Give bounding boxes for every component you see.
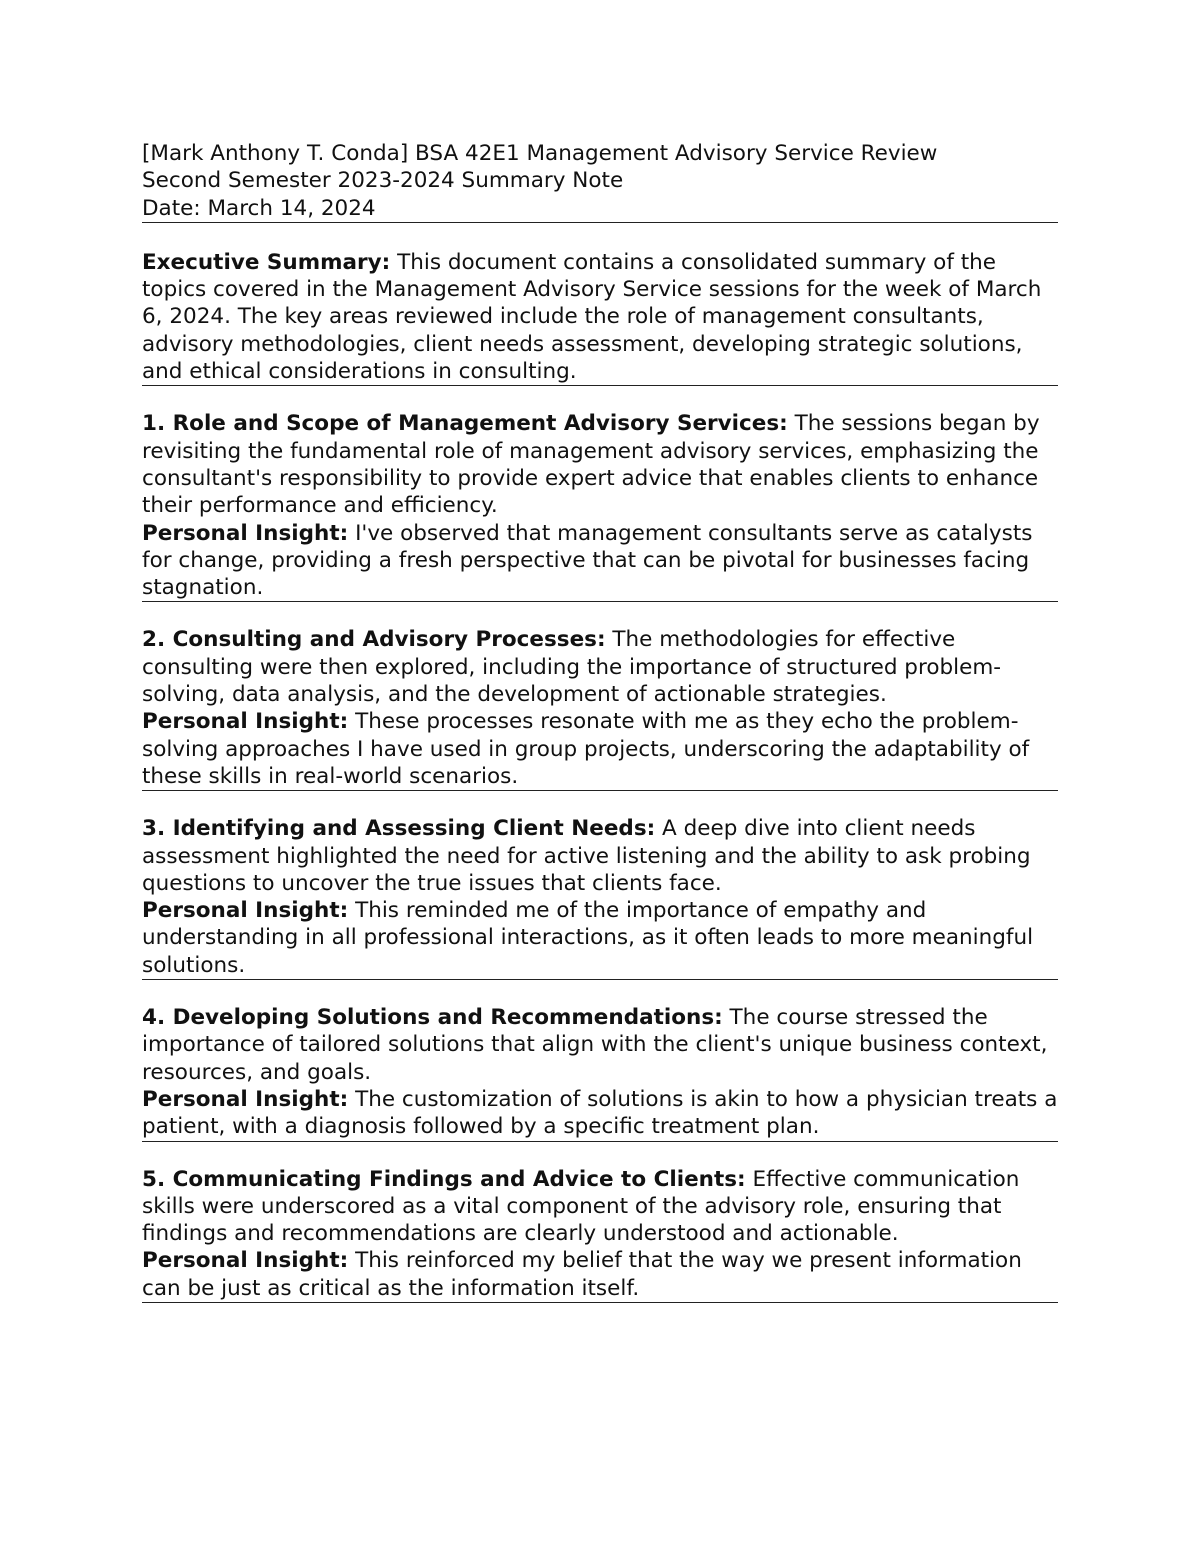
section-body	[142, 626, 1058, 708]
header-title-line: [Mark Anthony T. Conda] BSA 42E1 Management Advisory Service Review	[142, 141, 938, 166]
section-1	[142, 410, 1058, 602]
section-3	[142, 815, 1058, 980]
document-page	[142, 140, 1058, 1327]
insight-text: The customization of solutions is akin to how a physician treats a patient, with a diagnosis followed by a specific treatment plan.	[142, 1086, 1058, 1140]
executive-summary-label: Executive Summary:	[142, 249, 391, 275]
section-body	[142, 815, 1058, 897]
section-heading: 3. Identifying and Assessing Client Needs:	[142, 816, 656, 842]
section-body	[142, 1166, 1058, 1248]
executive-summary-text: This document contains a consolidated summary of the topics covered in the Management Advisory Service sessions for the week of March 6, 2024. The key areas reviewed include the role of management consultants, advisory methodologies, client needs assessment, developing strategic solutions, and ethical considerations in consulting.	[142, 249, 1042, 385]
insight-label: Personal Insight:	[142, 1248, 349, 1274]
insight-text: This reinforced my belief that the way we present information can be just as critical as the information itself.	[142, 1248, 1022, 1301]
insight-label: Personal Insight:	[142, 1086, 349, 1112]
section-5	[142, 1166, 1058, 1303]
section-heading: 4. Developing Solutions and Recommendations:	[142, 1005, 723, 1031]
section-text: Effective communication skills were underscored as a vital component of the advisory role, ensuring that findings and recommendations are clearly understood and actionable.	[142, 1166, 1020, 1247]
section-body	[142, 1004, 1058, 1086]
section-body	[142, 410, 1058, 519]
insight-label: Personal Insight:	[142, 898, 349, 924]
executive-summary	[142, 249, 1058, 386]
section-insight	[142, 1086, 1058, 1141]
insight-text: This reminded me of the importance of empathy and understanding in all professional interactions, as it often leads to more meaningful solutions.	[142, 898, 1034, 978]
executive-summary-paragraph	[142, 249, 1058, 385]
section-insight	[142, 897, 1058, 979]
section-insight	[142, 708, 1058, 790]
section-4	[142, 1004, 1058, 1141]
header-semester-line: Second Semester 2023-2024 Summary Note	[142, 168, 624, 194]
document-header	[142, 140, 1058, 223]
section-text: The sessions began by revisiting the fundamental role of management advisory services, emphasizing the consultant's responsibility to provide expert advice that enables clients to enhance their performance and efficiency.	[142, 411, 1040, 519]
insight-text: These processes resonate with me as they echo the problem-solving approaches I have used in group projects, underscoring the adaptability of these skills in real-world scenarios.	[142, 709, 1030, 789]
section-heading: 2. Consulting and Advisory Processes:	[142, 627, 606, 653]
section-heading: 5. Communicating Findings and Advice to Clients:	[142, 1166, 746, 1192]
section-heading: 1. Role and Scope of Management Advisory Services:	[142, 411, 788, 437]
section-text: The course stressed the importance of tailored solutions that align with the client's unique business context, resources, and goals.	[142, 1005, 1048, 1085]
section-insight	[142, 520, 1058, 602]
insight-label: Personal Insight:	[142, 709, 349, 735]
section-text: A deep dive into client needs assessment highlighted the need for active listening and the ability to ask probing questions to uncover the true issues that clients face.	[142, 816, 1031, 896]
insight-text: I've observed that management consultants serve as catalysts for change, providing a fresh perspective that can be pivotal for businesses facing stagnation.	[142, 520, 1033, 601]
section-2	[142, 626, 1058, 791]
section-insight	[142, 1247, 1058, 1302]
section-text: The methodologies for effective consulting were then explored, including the importance of structured problem-solving, data analysis, and the development of actionable strategies.	[142, 627, 1002, 708]
insight-label: Personal Insight:	[142, 520, 349, 546]
header-date-line: Date: March 14, 2024	[142, 195, 376, 221]
